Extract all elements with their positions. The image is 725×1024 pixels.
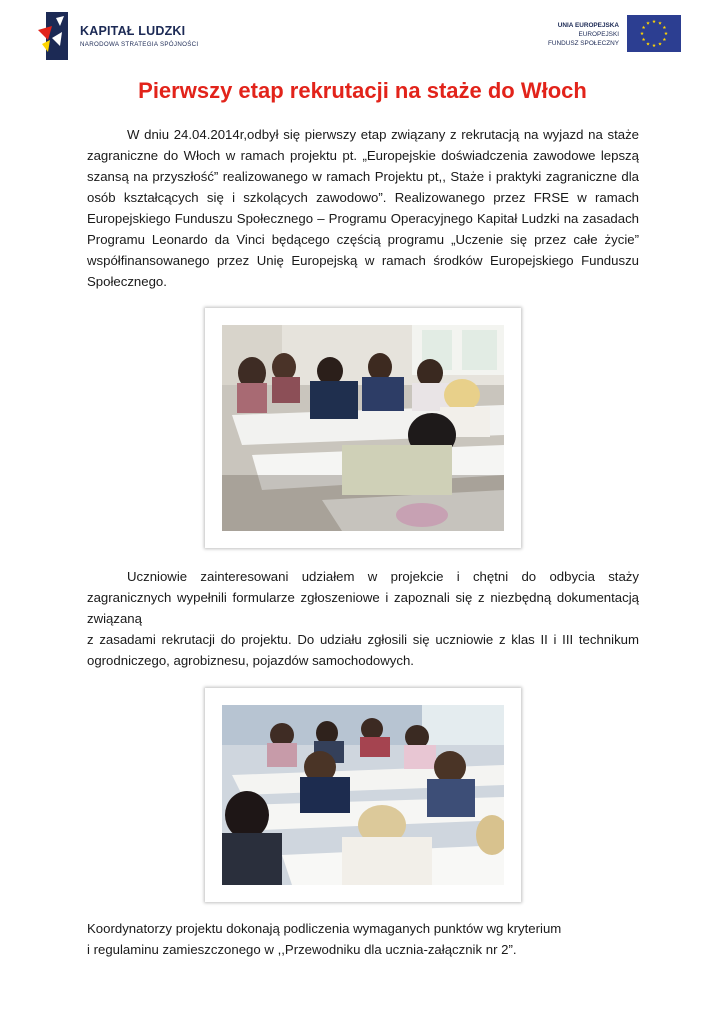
eu-line-1: UNIA EUROPEJSKA	[557, 22, 619, 29]
coordinators-paragraph	[87, 918, 639, 960]
eu-logo-text	[548, 21, 619, 48]
recruitment-photo-2	[205, 688, 521, 902]
page-header	[0, 0, 725, 70]
eu-logo	[541, 15, 681, 55]
photo-2-image	[222, 705, 504, 885]
applications-paragraph-text-a: Uczniowie zainteresowani udziałem w projekcie i chętni do odbycia staży zagranicznych wypełnili formularze zgłoszeniowe i zapoznali się z niezbędną dokumentacją związaną	[87, 569, 639, 626]
kapital-ludzki-emblem-icon	[38, 10, 72, 62]
eu-line-2: EUROPEJSKI	[578, 31, 619, 38]
recruitment-photo-1	[205, 308, 521, 548]
intro-paragraph	[87, 124, 639, 292]
kapital-ludzki-logo	[38, 10, 198, 66]
kapital-ludzki-title: KAPITAŁ LUDZKI	[80, 24, 186, 38]
coordinators-paragraph-text-a: Koordynatorzy projektu dokonają podliczenia wymaganych punktów wg kryterium	[87, 921, 562, 936]
intro-paragraph-text: W dniu 24.04.2014r,odbył się pierwszy etap związany z rekrutacją na wyjazd na staże zagraniczne do Włoch w ramach projektu pt. „Europejskie doświadczenia zawodowe lepszą szansą na przyszłość” realizowanego w ramach Projektu pt,, Staże i praktyki zagraniczne dla osób kształcących się i szkolących zawodowo”. Realizowanego przez FRSE w ramach Europejskiego Funduszu Społecznego – Programu Operacyjnego Kapitał Ludzki na zasadach Programu Leonardo da Vinci będącego częścią programu „Uczenie się przez całe życie” współfinansowanego przez Unię Europejską w ramach środków Europejskiego Funduszu Społecznego.	[87, 127, 639, 289]
eu-flag-icon	[627, 15, 681, 52]
kapital-ludzki-subtitle: NARODOWA STRATEGIA SPÓJNOŚCI	[80, 41, 199, 48]
eu-line-3: FUNDUSZ SPOŁECZNY	[547, 40, 619, 47]
coordinators-paragraph-text-b: i regulaminu zamieszczonego w ,,Przewodniku dla ucznia-załącznik nr 2”.	[87, 942, 517, 957]
applications-paragraph	[87, 566, 639, 671]
page-title: Pierwszy etap rekrutacji na staże do Włoch	[138, 78, 587, 103]
applications-paragraph-text-b: z zasadami rekrutacji do projektu. Do udziału zgłosili się uczniowie z klas II i III technikum ogrodniczego, agrobiznesu, pojazdów samochodowych.	[87, 632, 639, 668]
photo-1-image	[222, 325, 504, 531]
